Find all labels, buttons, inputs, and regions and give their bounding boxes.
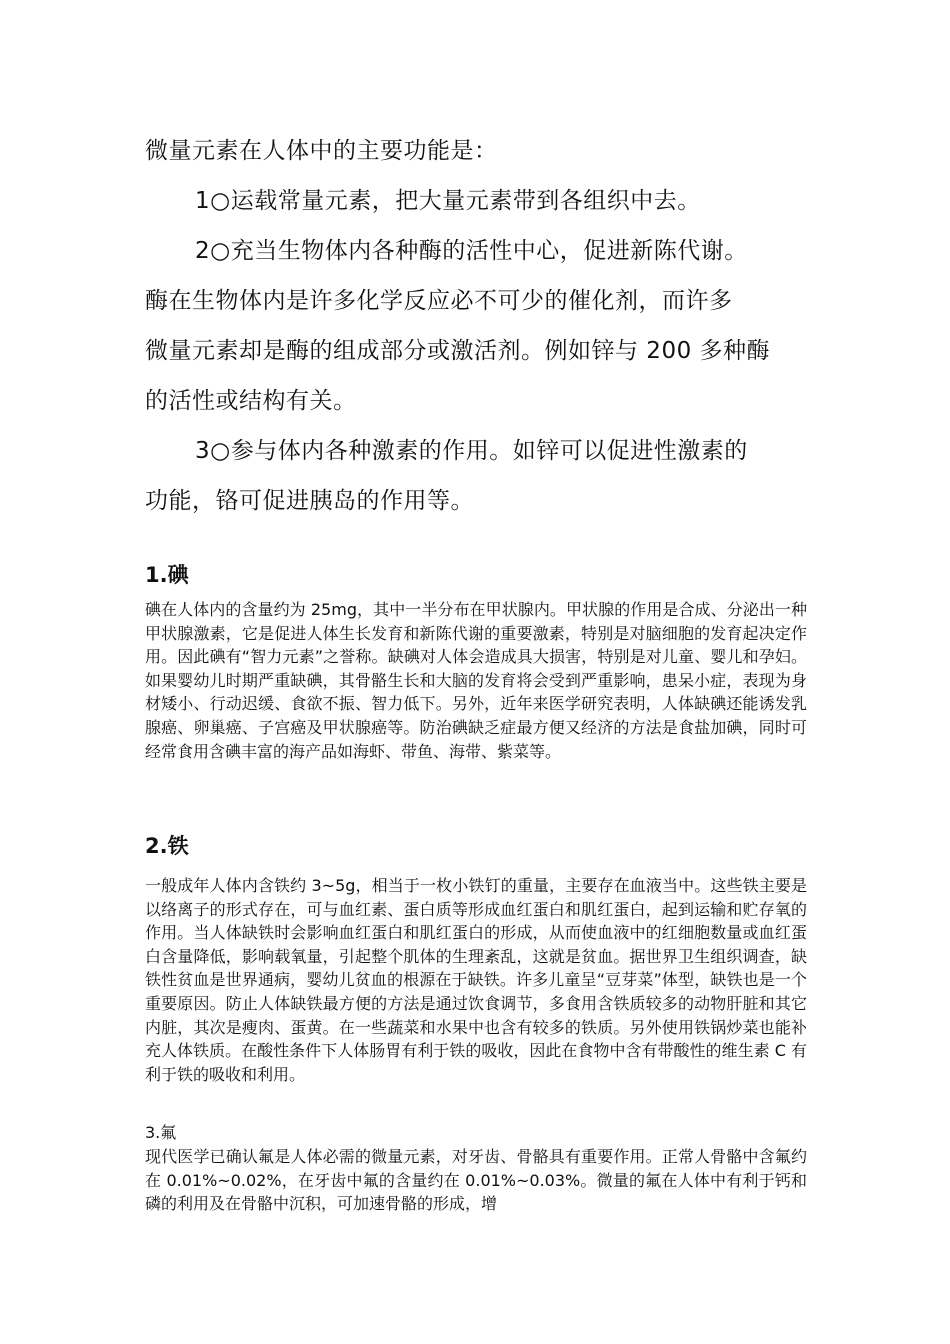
function-item-3: 3○参与体内各种激素的作用。如锌可以促进性激素的 xyxy=(195,438,748,464)
function-item-2: 2○充当生物体内各种酶的活性中心，促进新陈代谢。 xyxy=(195,238,748,264)
section-body-iodine: 碘在人体内的含量约为 25mg，其中一半分布在甲状腺内。甲状腺的作用是合成、分泌出一种甲状腺激素，它是促进人体生长发育和新陈代谢的重要激素，特别是对脑细胞的发育起决定作用。因此碘有“智力元素”之誉称。缺碘对人体会造成具大损害，特别是对儿童、婴儿和孕妇。如果婴幼儿时期严重缺碘，其骨骼生长和大脑的发育将会受到严重影响，患呆小症，表现为身材矮小、行动迟缓、食欲不振、智力低下。另外，近年来医学研究表明，人体缺碘还能诱发乳腺癌、卵巢癌、子宫癌及甲状腺癌等。防治碘缺乏症最方便又经济的方法是食盐加碘，同时可经常食用含碘丰富的海产品如海虾、带鱼、海带、紫菜等。 xyxy=(145,600,807,761)
function-item-2-continued-1: 酶在生物体内是许多化学反应必不可少的催化剂，而许多 xyxy=(145,288,733,314)
function-item-3-continued: 功能，铬可促进胰岛的作用等。 xyxy=(145,488,474,514)
section-title-iodine: 1.碘 xyxy=(145,563,189,587)
section-body-fluorine: 现代医学已确认氟是人体必需的微量元素，对牙齿、骨骼具有重要作用。正常人骨骼中含氟约在 0.01%~0.02%，在牙齿中氟的含量约在 0.01%~0.03%。微量的氟在人体中有利于钙和磷的利用及在骨骼中沉积，可加速骨骼的形成，增 xyxy=(145,1147,807,1214)
section-title-iron: 2.铁 xyxy=(145,834,189,858)
function-item-2-continued-2: 微量元素却是酶的组成部分或激活剂。例如锌与 200 多种酶 xyxy=(145,338,771,364)
section-title-fluorine: 3.氟 xyxy=(145,1123,177,1142)
section-body-iron: 一般成年人体内含铁约 3~5g，相当于一枚小铁钉的重量，主要存在血液当中。这些铁主要是以络离子的形式存在，可与血红素、蛋白质等形成血红蛋白和肌红蛋白，起到运输和贮存氧的作用。当人体缺铁时会影响血红蛋白和肌红蛋白的形成，从而使血液中的红细胞数量或血红蛋白含量降低，影响载氧量，引起整个肌体的生理紊乱，这就是贫血。据世界卫生组织调查，缺铁性贫血是世界通病，婴幼儿贫血的根源在于缺铁。许多儿童呈“豆芽菜”体型，缺铁也是一个重要原因。防止人体缺铁最方便的方法是通过饮食调节，多食用含铁质较多的动物肝脏和其它内脏，其次是瘦肉、蛋黄。在一些蔬菜和水果中也含有较多的铁质。另外使用铁锅炒菜也能补充人体铁质。在酸性条件下人体肠胃有利于铁的吸收，因此在食物中含有带酸性的维生素 C 有利于铁的吸收和利用。 xyxy=(145,876,807,1084)
function-item-1: 1○运载常量元素，把大量元素带到各组织中去。 xyxy=(195,188,701,214)
intro-heading: 微量元素在人体中的主要功能是： xyxy=(145,138,498,164)
function-item-2-continued-3: 的活性或结构有关。 xyxy=(145,388,357,414)
